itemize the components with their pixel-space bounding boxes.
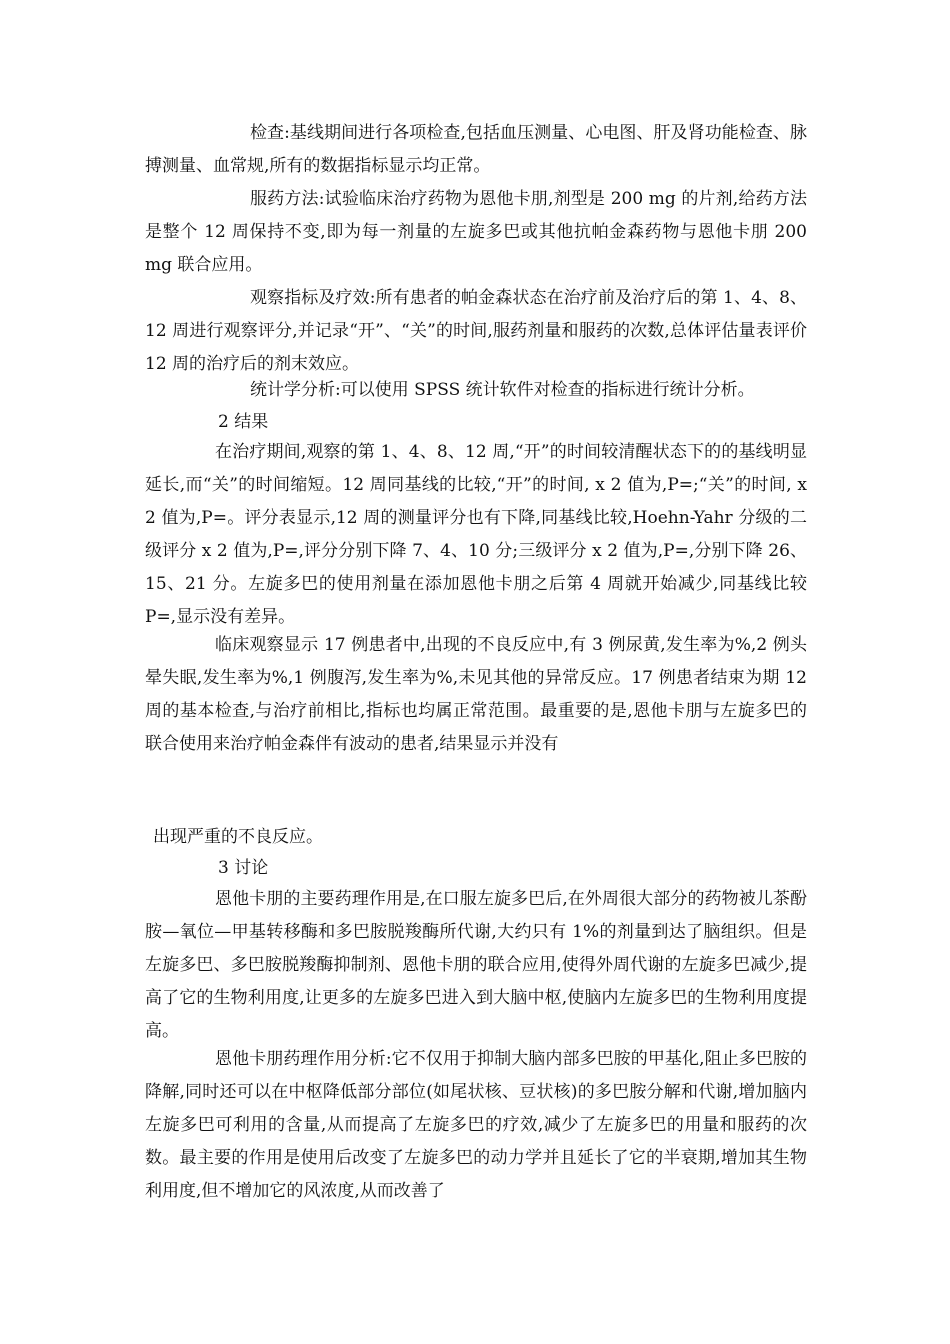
paragraph-observation-indicators: 观察指标及疗效:所有患者的帕金森状态在治疗前及治疗后的第 1、4、8、12 周进行观察评分,并记录“开”、“关”的时间,服药剂量和服药的次数,总体评估量表评价 12 周的治疗后的剂末效应。 bbox=[145, 288, 807, 374]
paragraph-examination: 检查:基线期间进行各项检查,包括血压测量、心电图、肝及肾功能检查、脉搏测量、血常规,所有的数据指标显示均正常。 bbox=[145, 123, 807, 176]
paragraph-adverse-reactions: 临床观察显示 17 例患者中,出现的不良反应中,有 3 例尿黄,发生率为%,2 例头晕失眠,发生率为%,1 例腹泻,发生率为%,未见其他的异常反应。17 例患者结束为期 12 周的基本检查,与治疗前相比,指标也均属正常范围。最重要的是,恩他卡朋与左旋多巴的联合使用来治疗帕金森伴有波动的患者,结果显示并没有 bbox=[145, 635, 807, 754]
paragraph-statistical-analysis: 统计学分析:可以使用 SPSS 统计软件对检查的指标进行统计分析。 bbox=[250, 380, 755, 400]
paragraph-pharmacology: 恩他卡朋的主要药理作用是,在口服左旋多巴后,在外周很大部分的药物被儿茶酚胺—氧位—甲基转移酶和多巴胺脱羧酶所代谢,大约只有 1%的剂量到达了脑组织。但是左旋多巴、多巴胺脱羧酶抑制剂、恩他卡朋的联合应用,使得外周代谢的左旋多巴减少,提高了它的生物利用度,让更多的左旋多巴进入到大脑中枢,使脑内左旋多巴的生物利用度提高。 bbox=[145, 889, 807, 1041]
paragraph-results: 在治疗期间,观察的第 1、4、8、12 周,“开”的时间较清醒状态下的的基线明显延长,而“关”的时间缩短。12 周同基线的比较,“开”的时间, x 2 值为,P=;“关”的时间, x 2 值为,P=。评分表显示,12 周的测量评分也有下降,同基线比较,Hoehn-Yahr 分级的二级评分 x 2 值为,P=,评分分别下降 7、4、10 分;三级评分 x 2 值为,P=,分别下降 26、15、21 分。左旋多巴的使用剂量在添加恩他卡朋之后第 4 周就开始减少,同基线比较 P=,显示没有差异。 bbox=[145, 442, 807, 627]
section-heading-discussion: 3 讨论 bbox=[218, 858, 269, 878]
paragraph-dosing-method: 服药方法:试验临床治疗药物为恩他卡朋,剂型是 200 mg 的片剂,给药方法是整个 12 周保持不变,即为每一剂量的左旋多巴或其他抗帕金森药物与恩他卡朋 200 mg 联合应用。 bbox=[145, 189, 807, 275]
paragraph-continuation: 出现严重的不良反应。 bbox=[153, 827, 323, 847]
section-heading-results: 2 结果 bbox=[218, 412, 269, 432]
paragraph-pharmacology-analysis: 恩他卡朋药理作用分析:它不仅用于抑制大脑内部多巴胺的甲基化,阻止多巴胺的降解,同时还可以在中枢降低部分部位(如尾状核、豆状核)的多巴胺分解和代谢,增加脑内左旋多巴可利用的含量,从而提高了左旋多巴的疗效,减少了左旋多巴的用量和服药的次数。最主要的作用是使用后改变了左旋多巴的动力学并且延长了它的半衰期,增加其生物利用度,但不增加它的风浓度,从而改善了 bbox=[145, 1049, 807, 1201]
